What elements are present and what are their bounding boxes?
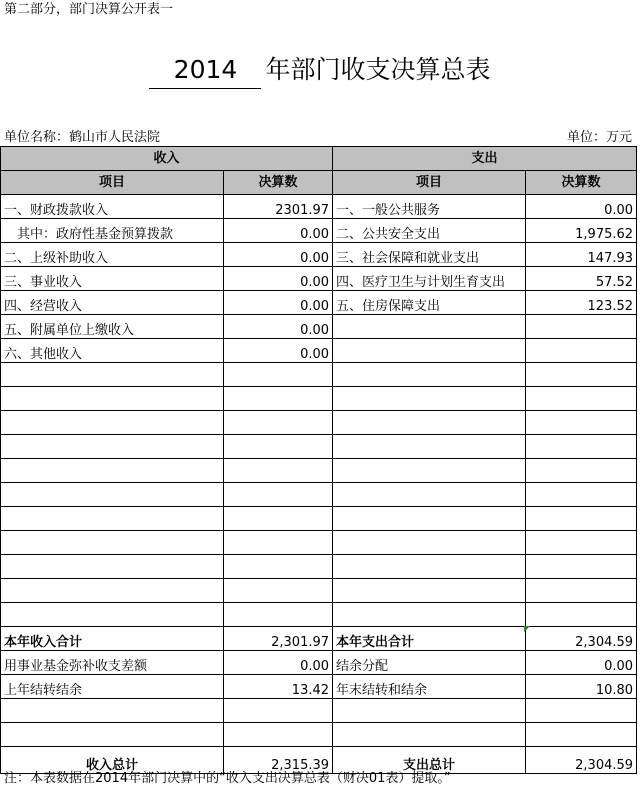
income-amount-cell (224, 531, 333, 555)
income-item-cell (1, 387, 224, 411)
income-item-cell: 五、附属单位上缴收入 (1, 315, 224, 339)
table-row (1, 267, 637, 291)
expense-amount-cell (526, 459, 637, 483)
income-amount-cell: 0.00 (224, 243, 333, 267)
income-item-cell (1, 579, 224, 603)
income-item-cell: 六、其他收入 (1, 339, 224, 363)
income-item-cell: 一、财政拨款收入 (1, 195, 224, 219)
footnote: 注：本表数据在2014年部门决算中的“收入支出决算总表（财决01表）提取。” (4, 771, 451, 786)
expense-item-cell (333, 555, 526, 579)
income-amount-cell: 2,315.39 (224, 747, 333, 774)
expense-amount-cell (526, 483, 637, 507)
expense-item-cell: 支出总计 (333, 747, 526, 774)
preheader: 第二部分，部门决算公开表一 (4, 2, 174, 17)
expense-item-cell (333, 435, 526, 459)
income-item-cell (1, 411, 224, 435)
table-row (1, 747, 637, 774)
expense-item-cell (333, 339, 526, 363)
income-item-cell (1, 531, 224, 555)
income-amount-cell (224, 483, 333, 507)
page-title (0, 52, 640, 88)
income-item-cell (1, 507, 224, 531)
income-item-cell: 上年结转结余 (1, 675, 224, 699)
expense-item-cell: 四、医疗卫生与计划生育支出 (333, 267, 526, 291)
expense-amount-cell: 57.52 (526, 267, 637, 291)
expense-amount-cell (526, 507, 637, 531)
expense-item-cell: 三、社会保障和就业支出 (333, 243, 526, 267)
income-amount-cell (224, 363, 333, 387)
unit-label: 单位：万元 (566, 130, 632, 145)
column-header-row (1, 171, 637, 195)
expense-amount-cell (526, 579, 637, 603)
expense-item-cell: 结余分配 (333, 651, 526, 675)
income-item-cell (1, 459, 224, 483)
unit-name: 单位名称：鹤山市人民法院 (4, 130, 161, 145)
table-row (1, 483, 637, 507)
expense-amount-cell (526, 699, 637, 723)
budget-table (0, 146, 637, 774)
cell-comment-marker (524, 626, 530, 632)
income-amount-cell (224, 411, 333, 435)
expense-amount-cell: 0.00 (526, 195, 637, 219)
income-item-cell (1, 699, 224, 723)
table-row (1, 219, 637, 243)
expense-amount-cell (526, 411, 637, 435)
income-item-cell: 本年收入合计 (1, 627, 224, 651)
expense-amount-cell: 123.52 (526, 291, 637, 315)
table-row (1, 507, 637, 531)
income-amount-cell: 0.00 (224, 267, 333, 291)
expense-item-cell (333, 531, 526, 555)
table-row (1, 699, 637, 723)
income-amount-cell (224, 723, 333, 747)
expense-amount-cell (526, 531, 637, 555)
expense-item-cell: 年末结转和结余 (333, 675, 526, 699)
expense-item-cell: 本年支出合计 (333, 627, 526, 651)
table-row (1, 339, 637, 363)
expense-amount-cell (526, 603, 637, 627)
income-amount-cell (224, 435, 333, 459)
expense-amount-cell: 10.80 (526, 675, 637, 699)
income-amount-cell (224, 699, 333, 723)
income-amount-cell: 0.00 (224, 315, 333, 339)
table-row (1, 579, 637, 603)
expense-item-cell (333, 411, 526, 435)
table-row (1, 315, 637, 339)
expense-item-cell (333, 723, 526, 747)
expense-item-cell (333, 363, 526, 387)
expense-amount-header: 决算数 (526, 171, 637, 195)
expense-amount-cell: 2,304.59 (526, 627, 637, 651)
income-amount-cell (224, 555, 333, 579)
table-row (1, 363, 637, 387)
expense-amount-cell (526, 435, 637, 459)
income-item-cell: 用事业基金弥补收支差额 (1, 651, 224, 675)
expense-amount-cell: 2,304.59 (526, 747, 637, 774)
expense-item-cell (333, 483, 526, 507)
expense-item-cell (333, 579, 526, 603)
table-row (1, 195, 637, 219)
table-row (1, 291, 637, 315)
section-header-row (1, 147, 637, 171)
table-row (1, 723, 637, 747)
expense-amount-cell: 0.00 (526, 651, 637, 675)
expense-amount-cell: 147.93 (526, 243, 637, 267)
expense-item-cell (333, 459, 526, 483)
table-row (1, 531, 637, 555)
expense-amount-cell: 1,975.62 (526, 219, 637, 243)
expense-amount-cell (526, 363, 637, 387)
income-amount-cell (224, 459, 333, 483)
table-row (1, 651, 637, 675)
income-amount-cell (224, 507, 333, 531)
income-item-cell (1, 435, 224, 459)
income-amount-cell: 13.42 (224, 675, 333, 699)
income-amount-cell: 2301.97 (224, 195, 333, 219)
table-row (1, 603, 637, 627)
income-item-header: 项目 (1, 171, 224, 195)
income-item-cell: 二、上级补助收入 (1, 243, 224, 267)
table-row (1, 387, 637, 411)
table-row (1, 627, 637, 651)
income-item-cell: 三、事业收入 (1, 267, 224, 291)
income-amount-cell: 0.00 (224, 651, 333, 675)
income-item-cell (1, 363, 224, 387)
expense-item-cell (333, 507, 526, 531)
income-amount-header: 决算数 (224, 171, 333, 195)
income-amount-cell: 2,301.97 (224, 627, 333, 651)
income-item-cell: 四、经营收入 (1, 291, 224, 315)
income-amount-cell (224, 579, 333, 603)
expense-item-cell (333, 603, 526, 627)
income-item-cell (1, 723, 224, 747)
income-item-cell: 收入总计 (1, 747, 224, 774)
title-text: 年部门收支决算总表 (265, 55, 491, 84)
income-amount-cell: 0.00 (224, 219, 333, 243)
table-row (1, 555, 637, 579)
income-amount-cell: 0.00 (224, 339, 333, 363)
expense-amount-cell (526, 315, 637, 339)
income-item-cell (1, 603, 224, 627)
expense-amount-cell (526, 723, 637, 747)
expense-item-cell (333, 699, 526, 723)
table-row (1, 411, 637, 435)
expense-amount-cell (526, 555, 637, 579)
income-item-cell (1, 555, 224, 579)
table-row (1, 243, 637, 267)
expense-item-cell (333, 315, 526, 339)
expense-item-header: 项目 (333, 171, 526, 195)
expense-item-cell (333, 387, 526, 411)
expense-header: 支出 (333, 147, 637, 171)
title-year: 2014 (149, 52, 261, 89)
expense-item-cell: 二、公共安全支出 (333, 219, 526, 243)
income-item-cell: 其中：政府性基金预算拨款 (1, 219, 224, 243)
income-item-cell (1, 483, 224, 507)
expense-item-cell: 一、一般公共服务 (333, 195, 526, 219)
expense-item-cell: 五、住房保障支出 (333, 291, 526, 315)
income-header: 收入 (1, 147, 333, 171)
table-row (1, 435, 637, 459)
table-row (1, 459, 637, 483)
table-row (1, 675, 637, 699)
expense-amount-cell (526, 339, 637, 363)
expense-amount-cell (526, 387, 637, 411)
income-amount-cell (224, 387, 333, 411)
income-amount-cell: 0.00 (224, 291, 333, 315)
income-amount-cell (224, 603, 333, 627)
